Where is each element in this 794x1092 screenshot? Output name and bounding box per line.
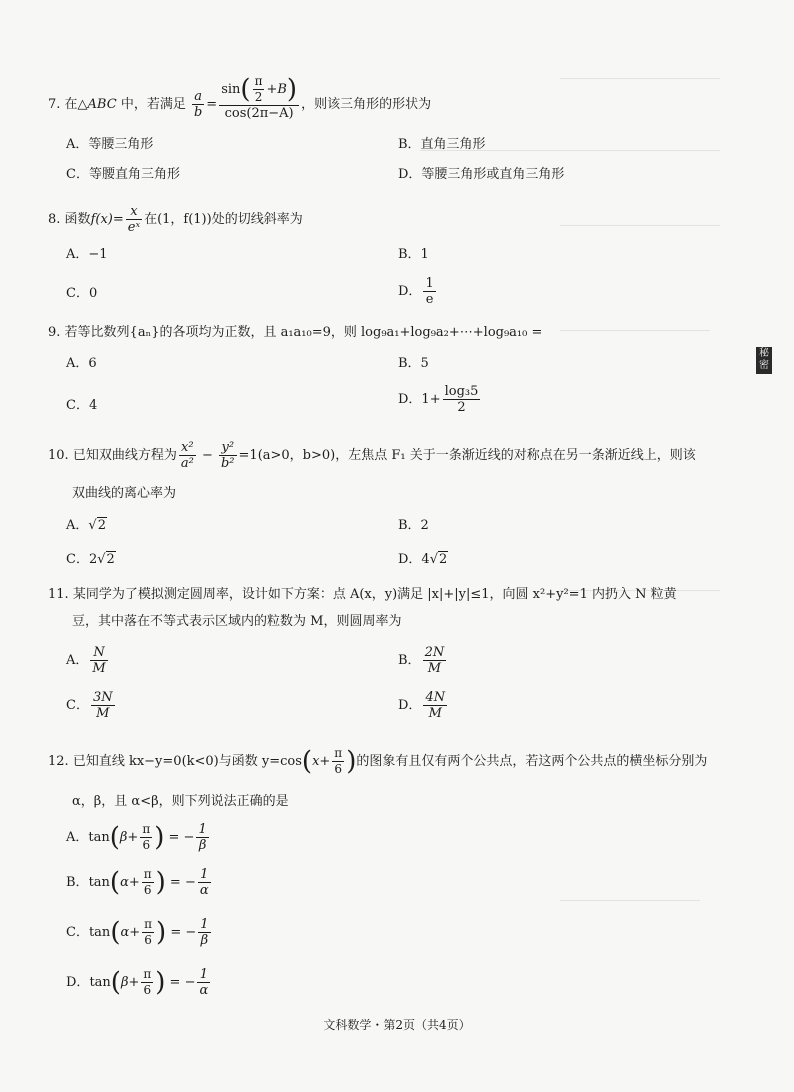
q9-option-a[interactable]: A．6 — [66, 356, 97, 371]
fraction-x-over-ex: $\frac{x}{\text{eˣ}}$ — [127, 204, 141, 235]
q7-option-c[interactable]: C．等腰直角三角形 — [66, 167, 180, 182]
q11-option-b[interactable]: B． $\frac{2N}{M}$ — [398, 645, 445, 676]
question-9: 9. 若等比数列{aₙ}的各项均为正数，且 a₁a₁₀=9，则 log₉a₁+log₉a₂+⋯+log₉a₁₀ = — [48, 325, 543, 340]
page-footer: 文科数学・第2页（共4页） — [323, 1018, 471, 1032]
q10-option-d[interactable]: D．4√2 — [398, 552, 448, 567]
question-10: 10. 已知双曲线方程为 $\frac{\text{x²}}{\text{a²}}$ − $\frac{\text{y²}}{\text{b²}}$ =1(a>0，b>0)，左焦点 F₁ 关于一条渐近线的对称点在另一条渐近线上，则该 — [48, 440, 696, 471]
question-number: 7. — [48, 97, 61, 112]
fraction-a-over-b: $\frac{a}{b}$ — [193, 89, 203, 120]
show-through-mark — [560, 78, 720, 79]
q8-option-c[interactable]: C．0 — [66, 286, 98, 301]
q8-option-b[interactable]: B．1 — [398, 247, 429, 262]
question-7: 7. 在△ABC 中，若满足 $\frac{a}{b}$ = sin( $\frac{\pi}{2}$ +B) cos(2π−A) ，则该三角形的形状为 — [48, 74, 432, 121]
question-number: 8. — [48, 212, 61, 227]
question-12: 12. 已知直线 kx−y=0(k<0)与函数 y=cos(x+ $\frac{\pi}{6}$ )的图象有且仅有两个公共点，若这两个公共点的横坐标分别为 — [48, 746, 708, 777]
q7-option-d[interactable]: D．等腰三角形或直角三角形 — [398, 167, 565, 182]
question-number: 10. — [48, 448, 69, 463]
q12-option-a[interactable]: A．tan(β+ $\frac{\pi}{6}$ ) = − $\frac{1}{\beta}$ — [66, 822, 207, 853]
q12-option-b[interactable]: B．tan(α+ $\frac{\pi}{6}$ ) = − $\frac{1}{\alpha}$ — [66, 867, 209, 898]
q11-option-a[interactable]: A． $\frac{N}{M}$ — [66, 645, 106, 676]
q9-option-b[interactable]: B．5 — [398, 356, 429, 371]
q8-option-a[interactable]: A．−1 — [66, 247, 108, 262]
question-11-line2: 豆，其中落在不等式表示区域内的粒数为 M，则圆周率为 — [72, 614, 402, 629]
q12-option-c[interactable]: C．tan(α+ $\frac{\pi}{6}$ ) = − $\frac{1}{\beta}$ — [66, 917, 209, 948]
q9-option-c[interactable]: C．4 — [66, 398, 98, 413]
question-8: 8. 函数f(x)= $\frac{x}{\text{eˣ}}$ 在(1，f(1))处的切线斜率为 — [48, 204, 303, 235]
q10-option-b[interactable]: B．2 — [398, 518, 429, 533]
q11-option-d[interactable]: D． $\frac{4N}{M}$ — [398, 690, 446, 721]
q10-option-c[interactable]: C．2√2 — [66, 552, 115, 567]
q7-option-a[interactable]: A．等腰三角形 — [66, 137, 154, 152]
fraction-sin-over-cos: sin( $\frac{\pi}{2}$ +B) cos(2π−A) — [221, 74, 298, 121]
q9-option-d[interactable]: D．1+ $\frac{\text{log₃5}}{2}$ — [398, 384, 479, 415]
q11-option-c[interactable]: C． $\frac{3N}{M}$ — [66, 690, 113, 721]
q8-option-d[interactable]: D． $\frac{1}{e}$ — [398, 276, 434, 307]
question-10-line2: 双曲线的离心率为 — [72, 486, 177, 501]
confidential-tag: 秘密 — [756, 347, 772, 374]
question-number: 9. — [48, 325, 61, 340]
question-number: 11. — [48, 587, 69, 602]
show-through-mark — [560, 900, 700, 901]
question-11: 11. 某同学为了模拟测定圆周率，设计如下方案：点 A(x，y)满足 |x|+|y|≤1，向圆 x²+y²=1 内扔入 N 粒黄 — [48, 587, 677, 602]
q7-option-b[interactable]: B．直角三角形 — [398, 137, 486, 152]
question-number: 12. — [48, 754, 69, 769]
question-12-line2: α，β，且 α<β，则下列说法正确的是 — [72, 794, 289, 809]
q12-option-d[interactable]: D．tan(β+ $\frac{\pi}{6}$ ) = − $\frac{1}{\alpha}$ — [66, 967, 209, 998]
q10-option-a[interactable]: A．√2 — [66, 518, 106, 533]
